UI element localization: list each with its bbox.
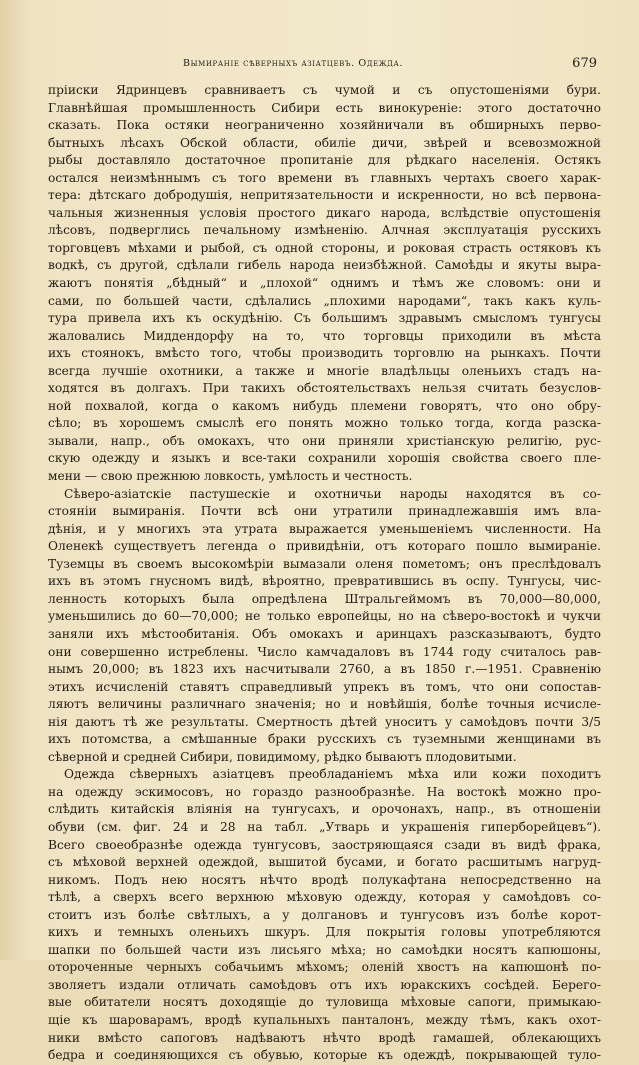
- text-line: нія даютъ тѣ же результаты. Смертность дѣтей уноситъ у самоѣдовъ почти 3/5: [48, 714, 601, 729]
- text-line: ленность которыхъ была опредѣлена Штральгеймомъ въ 70,000—80,000,: [48, 591, 601, 606]
- text-line: ляютъ величины различнаго значенія; но и новѣйшія, болѣе точныя исчисле-: [48, 697, 601, 712]
- running-title: Вымираніе сѣверныхъ азіатцевъ. Одежда.: [183, 58, 403, 69]
- text-line: Главнѣйшая промышленность Сибири есть винокуреніе: этого достаточно: [48, 100, 601, 115]
- text-line: обуви (см. фиг. 24 и 28 на табл. „Утварь и украшенія гиперборейцевъ“).: [48, 819, 601, 834]
- text-line: сѣверной и средней Сибири, повидимому, рѣдко бываютъ плодовитыми.: [48, 749, 517, 764]
- text-line: щіе къ шароварамъ, вродѣ купальныхъ панталонъ, между тѣмъ, какъ охот-: [48, 1012, 601, 1027]
- text-line: на одежду эскимосовъ, но гораздо разнообразнѣе. На востокѣ можно про-: [48, 784, 601, 799]
- text-line: стояніи вымиранія. Почти всѣ они утратили принадлежавшія имъ вла-: [48, 504, 601, 519]
- text-line: заняли ихъ мѣстообитанія. Объ омокахъ и аринцахъ разсказываютъ, будто: [48, 626, 601, 641]
- page-number: 679: [572, 56, 597, 71]
- body-text: [48, 82, 601, 1065]
- text-line: Оленекѣ существуетъ легенда о привидѣніи, отъ котораго пошло вымираніе.: [48, 539, 601, 554]
- text-line: водкѣ, съ другой, сдѣлали гибель народа неизбѣжной. Самоѣды и якуты выра-: [48, 258, 601, 273]
- text-line: уменьшились до 60—70,000; не только европейцы, но на сѣверо-востокѣ и чукчи: [48, 609, 601, 624]
- text-line: тера: дѣтскаго добродушія, непритязательности и искренности, но всѣ первона-: [48, 188, 601, 203]
- text-line: ники вмѣсто сапоговъ надѣваютъ нѣчто вродѣ гамашей, облекающихъ: [48, 1030, 601, 1045]
- text-line: зволяетъ издали отличать самоѣдовъ отъ ихъ юракскихъ сосѣдей. Берего-: [48, 977, 601, 992]
- text-line: зывали, напр., объ омокахъ, что они приняли христіанскую религію, рус-: [48, 433, 601, 448]
- text-line: ихъ стоянокъ, вмѣсто того, чтобы производить торговлю на рынкахъ. Почти: [48, 346, 601, 361]
- text-line: ной похвалой, когда о какомъ нибудь племени говорятъ, что оно обру-: [48, 398, 601, 413]
- text-line: ходятся въ долгахъ. При такихъ обстоятельствахъ нельзя считать безуслов-: [48, 381, 601, 396]
- text-line: кихъ и темныхъ оленьихъ шкуръ. Для покрытія головы употребляются: [48, 925, 601, 940]
- text-line: сѣло; въ хорошемъ смыслѣ его понять можно только тогда, когда разска-: [48, 416, 601, 431]
- text-line: съ мѣховой верхней одеждой, вышитой бусами, и богато расшитымъ нагруд-: [48, 855, 601, 870]
- text-line: скую одежду и языкъ и все-таки сохранили хорошія свойства своего пле-: [48, 451, 601, 466]
- text-line: жаловались Миддендорфу на то, что торговцы приходили въ мѣста: [48, 328, 601, 343]
- text-line: всегда лучшіе охотники, а также и многіе владѣльцы оленьихъ стадъ на-: [48, 363, 601, 378]
- text-line: отороченные черныхъ собачьимъ мѣхомъ; оленій хвостъ на капюшонѣ по-: [48, 960, 601, 975]
- text-line: бытныхъ лѣсахъ Обской области, обиліе дичи, звѣрей и всевозможной: [48, 135, 601, 150]
- text-line: сказать. Пока остяки неограниченно хозяйничали въ обширныхъ перво-: [48, 118, 601, 133]
- text-line: слѣдить китайскія вліянія на тунгусахъ, и орочонахъ, напр., въ отношеніи: [48, 802, 601, 817]
- text-line: сами, по большей части, сдѣлались „плохими народами“, такъ какъ куль-: [48, 293, 601, 308]
- text-line: этихъ исчисленій ставятъ справедливый упрекъ въ томъ, что они сопостав-: [48, 679, 601, 694]
- text-line: Туземцы въ своемъ высокомѣріи вымазали оленя пометомъ; онъ преслѣдовалъ: [48, 556, 601, 571]
- text-line: пріиски Ядринцевъ сравниваетъ съ чумой и съ опустошеніями бури.: [48, 83, 601, 97]
- text-line: жаютъ понятія „бѣдный“ и „плохой“ однимъ и тѣмъ же словомъ: они и: [48, 276, 601, 291]
- text-line: тура привела ихъ къ оскудѣнію. Съ большимъ здравымъ смысломъ тунгусы: [48, 311, 601, 326]
- text-line: тѣлѣ, а сверхъ всего верхнюю мѣховую одежду, которая у самоѣдовъ со-: [48, 890, 601, 905]
- text-line: лѣсовъ, подверглись печальному измѣненію. Алчная эксплуатація русскихъ: [48, 223, 601, 238]
- text-line: вые обитатели носятъ доходящіе до туловища мѣховые сапоги, примыкаю-: [48, 995, 601, 1010]
- text-line: Одежда сѣверныхъ азіатцевъ преобладаніемъ мѣха или кожи походитъ: [64, 767, 601, 782]
- text-line: рыбы доставляло достаточное пропитаніе для рѣдкаго населенія. Остякъ: [48, 153, 601, 168]
- text-line: мени — свою прежнюю ловкость, умѣлость и честность.: [48, 469, 413, 484]
- text-line: они совершенно истреблены. Число камчадаловъ въ 1744 году считалось рав-: [48, 644, 601, 659]
- text-line: торговцевъ мѣхами и рыбой, съ одной стороны, и роковая страсть остяковъ къ: [48, 240, 601, 255]
- page-header: [48, 56, 599, 76]
- text-line: ихъ въ этомъ гнусномъ видѣ, вѣроятно, превратившись въ оспу. Тунгусы, чис-: [48, 574, 601, 589]
- text-line: Сѣверо-азіатскіе пастушескіе и охотничьи народы находятся въ со-: [64, 486, 601, 501]
- text-line: нымъ 20,000; въ 1823 ихъ насчитывали 2760, а въ 1850 г.—1951. Сравненію: [48, 662, 601, 677]
- text-line: никомъ. Подъ нею носятъ нѣчто вродѣ полукафтана непосредственно на: [48, 872, 601, 887]
- text-line: Всего своеобразнѣе одежда тунгусовъ, заостряющаяся сзади въ видѣ фрака,: [48, 837, 601, 852]
- text-line: остался неизмѣннымъ съ того времени въ главныхъ чертахъ своего харак-: [48, 170, 601, 185]
- text-line: шапки по большей части изъ лисьяго мѣха; но самоѣдки носятъ капюшоны,: [48, 942, 601, 957]
- text-line: бедра и соединяющихся съ обувью, которые къ одеждѣ, покрывающей туло-: [48, 1048, 601, 1063]
- text-line: чальныя жизненныя условія простого дикаго народа, вслѣдствіе опустошенія: [48, 205, 601, 220]
- text-line: ихъ потомства, а смѣшанные браки русскихъ съ туземными женщинами въ: [48, 732, 601, 747]
- text-line: стоитъ изъ болѣе свѣтлыхъ, а у долгановъ и тунгусовъ изъ болѣе корот-: [48, 907, 601, 922]
- text-line: дѣнія, и у многихъ эта утрата выражается уменьшеніемъ численности. На: [48, 521, 601, 536]
